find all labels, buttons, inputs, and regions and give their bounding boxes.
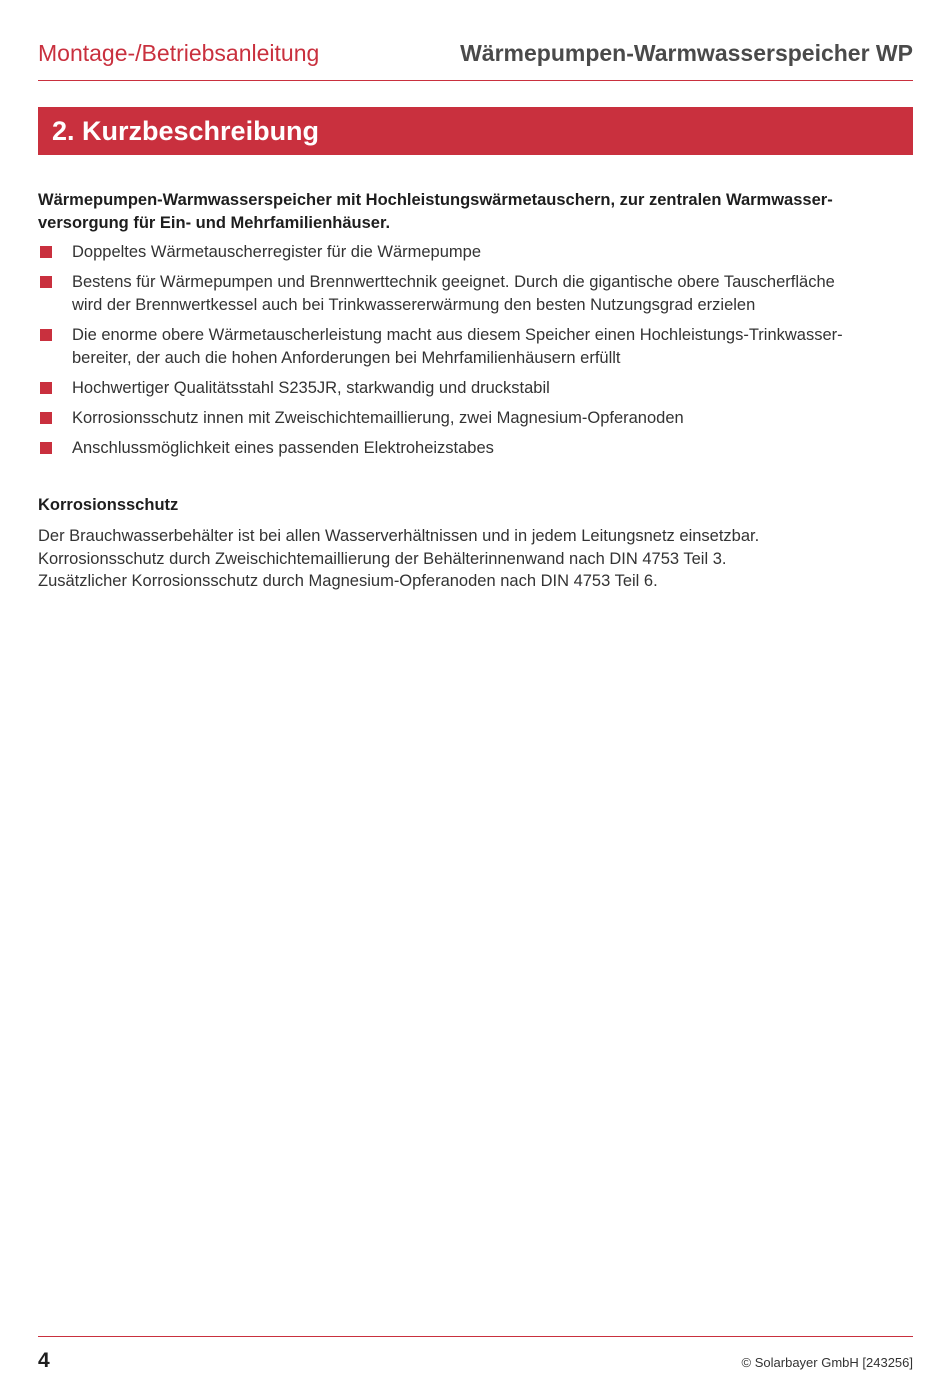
feature-item [38, 407, 908, 430]
document-type-label: Montage-/Betriebsanleitung [38, 40, 320, 66]
korrosionsschutz-paragraph [38, 525, 908, 593]
feature-text: Bestens für Wärmepumpen und Brennwerttechnik geeignet. Durch die gigantische obere Tauscherfläche [72, 273, 835, 291]
feature-text: Korrosionsschutz innen mit Zweischichtemaillierung, zwei Magnesium-Opferanoden [72, 409, 684, 427]
square-bullet-icon [40, 412, 52, 424]
feature-item [38, 377, 908, 400]
section-title: 2. Kurzbeschreibung [52, 116, 320, 146]
feature-item [38, 271, 908, 317]
product-title: Wärmepumpen-Warmwasserspeicher WP [460, 40, 913, 66]
square-bullet-icon [40, 246, 52, 258]
section-heading-bar [38, 107, 913, 155]
square-bullet-icon [40, 329, 52, 341]
intro-line: versorgung für Ein- und Mehrfamilienhäuser. [38, 214, 391, 232]
copyright-notice: © Solarbayer GmbH [243256] [741, 1355, 913, 1370]
feature-item [38, 241, 908, 264]
footer-divider [38, 1336, 913, 1337]
korrosionsschutz-line: Zusätzlicher Korrosionsschutz durch Magnesium-Opferanoden nach DIN 4753 Teil 6. [38, 572, 658, 590]
feature-text: Doppeltes Wärmetauscherregister für die Wärmepumpe [72, 243, 481, 261]
korrosionsschutz-heading: Korrosionsschutz [38, 496, 179, 514]
square-bullet-icon [40, 442, 52, 454]
feature-text: bereiter, der auch die hohen Anforderungen bei Mehrfamilienhäusern erfüllt [72, 349, 621, 367]
feature-text: Anschlussmöglichkeit eines passenden Elektroheizstabes [72, 439, 494, 457]
square-bullet-icon [40, 382, 52, 394]
intro-line: Wärmepumpen-Warmwasserspeicher mit Hochleistungswärmetauschern, zur zentralen Warmwasser- [38, 191, 833, 209]
page-header [38, 38, 913, 81]
feature-list [38, 241, 908, 467]
feature-text: Die enorme obere Wärmetauscherleistung macht aus diesem Speicher einen Hochleistungs-Trinkwasser- [72, 326, 843, 344]
square-bullet-icon [40, 276, 52, 288]
page-number: 4 [38, 1349, 50, 1372]
korrosionsschutz-line: Der Brauchwasserbehälter ist bei allen Wasserverhältnissen und in jedem Leitungsnetz einsetzbar. [38, 527, 760, 545]
feature-item [38, 324, 908, 370]
feature-text: Hochwertiger Qualitätsstahl S235JR, starkwandig und druckstabil [72, 379, 550, 397]
intro-paragraph [38, 189, 898, 235]
feature-item [38, 437, 908, 460]
korrosionsschutz-line: Korrosionsschutz durch Zweischichtemaillierung der Behälterinnenwand nach DIN 4753 Teil 3. [38, 549, 727, 568]
feature-text: wird der Brennwertkessel auch bei Trinkwassererwärmung den besten Nutzungsgrad erzielen [72, 296, 756, 314]
